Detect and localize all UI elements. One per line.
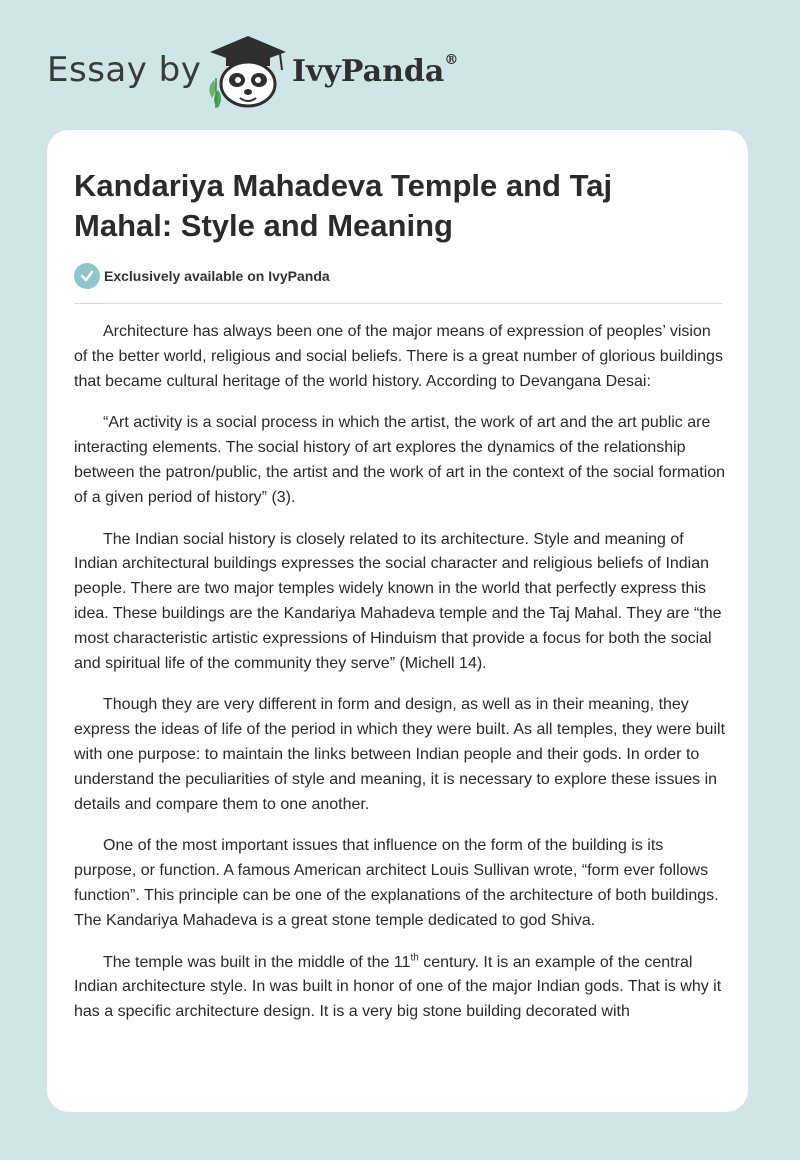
exclusive-label: Exclusively available on IvyPanda bbox=[104, 268, 330, 284]
page-title: Kandariya Mahadeva Temple and Taj Mahal: Style and Meaning bbox=[74, 168, 613, 243]
paragraph: Though they are very different in form and design, as well as in their meaning, they express the ideas of life of the period in which they were built. As all temples, they were built with one purpose: to maintain the links between Indian people and their gods. In order to understand the peculiarities of style and meaning, it is necessary to explore these issues in details and compare them to one another. bbox=[74, 696, 726, 813]
brand-name[interactable]: IvyPanda® bbox=[292, 52, 459, 89]
paragraph: “Art activity is a social process in which the artist, the work of art and the art public are interacting elements. The social history of art explores the dynamics of the relationship between the patron/public, the artist and the work of art in the context of the social formation of a given period of history” (3). bbox=[74, 414, 726, 506]
article-body bbox=[74, 320, 726, 1042]
paragraph: One of the most important issues that influence on the form of the building is its purpose, or function. A famous American architect Louis Sullivan wrote, “form ever follows function”. This principle can be one of the explanations of the architecture of both buildings. The Kandariya Mahadeva is a great stone temple dedicated to god Shiva. bbox=[74, 837, 719, 929]
site-header bbox=[0, 0, 800, 130]
ivypanda-logo-icon[interactable] bbox=[200, 30, 290, 110]
article-card bbox=[47, 130, 748, 1112]
paragraph: The Indian social history is closely related to its architecture. Style and meaning of Indian architectural buildings expresses the social character and religious beliefs of Indian people. There are two major temples widely known in the world that perfectly express this idea. These buildings are the Kandariya Mahadeva temple and the Taj Mahal. They are “the most characteristic artistic expressions of Hinduism that provide a focus for both the social and spiritual life of the community they serve” (Michell 14). bbox=[74, 530, 722, 672]
paragraph: The temple was built in the middle of the 11th century. It is an example of the central Indian architecture style. In was built in honor of one of the major Indian gods. That is why it has a specific architecture design. It is a very big stone building decorated with bbox=[74, 952, 722, 1021]
exclusive-badge bbox=[74, 262, 330, 290]
check-icon bbox=[74, 263, 100, 289]
essay-by-label: Essay by bbox=[47, 50, 202, 90]
divider bbox=[74, 303, 722, 304]
paragraph: Architecture has always been one of the major means of expression of peoples’ vision of the better world, religious and social beliefs. There is a great number of glorious buildings that became cultural heritage of the world history. According to Devangana Desai: bbox=[74, 323, 723, 390]
